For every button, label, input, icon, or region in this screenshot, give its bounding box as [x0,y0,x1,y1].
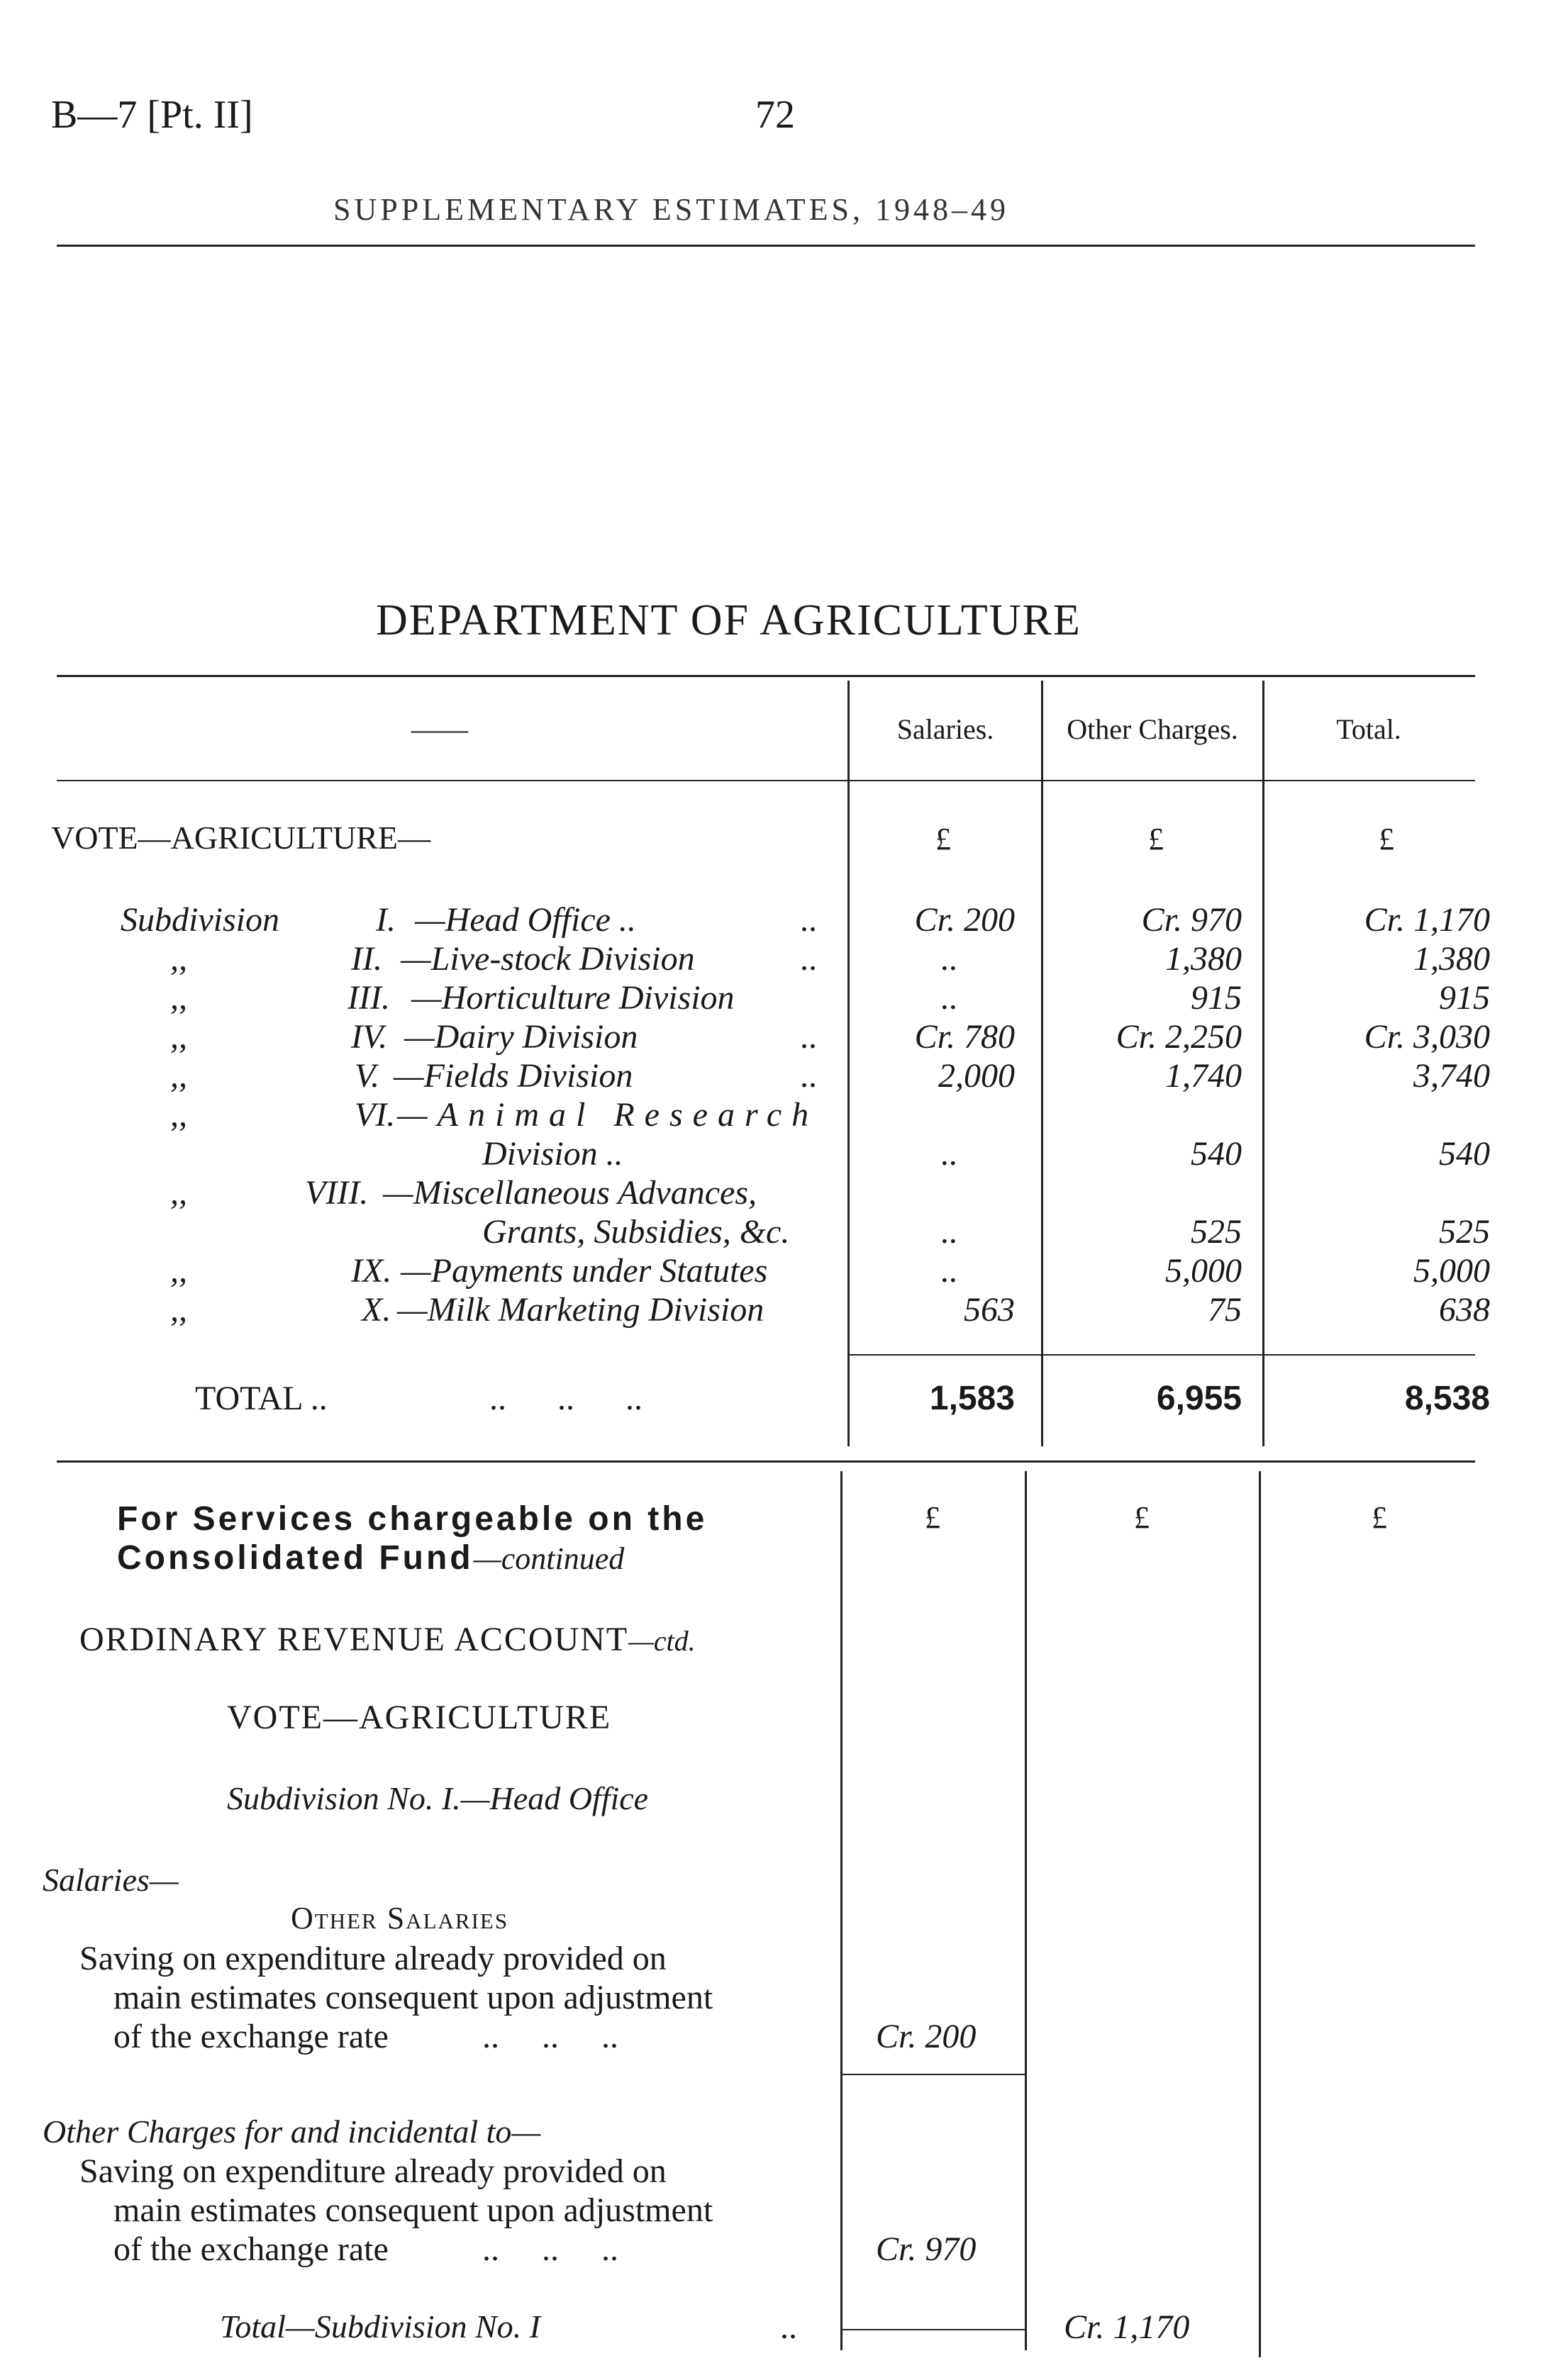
row-total: 525 [1439,1213,1490,1251]
row-salaries: .. [941,1135,958,1173]
detail-divider-3 [1259,1471,1261,2357]
row-name: —Animal Research [397,1096,819,1134]
services-heading-line1: For Services chargeable on the [117,1500,708,1538]
row-name: —Head Office .. [415,901,636,939]
total-dots: .. .. .. [489,1380,643,1417]
services-heading-continued: —continued [473,1541,625,1576]
totals-rule [850,1354,1475,1356]
other-charges-value: Cr. 970 [876,2230,977,2268]
row-prefix: ,, [170,1096,187,1134]
row-dots: .. [800,1057,817,1095]
row-prefix: ,, [170,1291,187,1329]
row-prefix: ,, [170,1018,187,1056]
row-prefix: ,, [170,1252,187,1290]
salaries-text-line2: main estimates consequent upon adjustment [113,1979,713,2016]
column-divider-2 [1041,681,1043,1446]
row-number: X. [362,1291,391,1329]
subdivision-total-label: Total—Subdivision No. I [220,2308,540,2345]
column-divider-1 [847,681,850,1446]
row-name-continued: Division .. [482,1135,623,1173]
row-dots: .. [800,901,817,939]
row-dots: .. [800,1018,817,1056]
row-other: 1,740 [1165,1057,1242,1095]
row-number: VI. [355,1096,396,1134]
row-number: IV. [351,1018,388,1056]
detail-currency-total: £ [1372,1500,1387,1535]
running-title: SUPPLEMENTARY ESTIMATES, 1948–49 [333,192,1010,227]
page-reference: B—7 [Pt. II] [51,93,253,137]
column-divider-3 [1262,681,1264,1446]
row-salaries: Cr. 200 [914,901,1015,939]
row-number: II. [351,940,382,978]
row-salaries: 563 [964,1291,1015,1329]
account-suffix: —ctd. [628,1625,696,1657]
other-charges-underline [843,2329,1025,2330]
salaries-label: Salaries— [43,1862,179,1898]
detail-divider-2 [1025,1471,1027,2350]
row-prefix: Subdivision [121,901,279,939]
row-name-continued: Grants, Subsidies, &c. [482,1213,790,1251]
row-total: 1,380 [1413,940,1490,978]
row-salaries: 2,000 [938,1057,1015,1095]
account-heading [79,1620,696,1659]
row-other: Cr. 970 [1141,901,1242,939]
salaries-value: Cr. 200 [876,2018,977,2055]
salaries-underline [843,2074,1025,2075]
other-text-line1: Saving on expenditure already provided on [79,2152,667,2190]
row-salaries: .. [941,940,958,978]
row-other: Cr. 2,250 [1116,1018,1242,1056]
other-text-line3: of the exchange rate [113,2230,389,2268]
row-name: —Dairy Division [404,1018,638,1056]
other-salaries-heading: Other Salaries [291,1901,509,1935]
row-other: 75 [1208,1291,1242,1329]
row-name: —Live-stock Division [401,940,695,978]
currency-total: £ [1379,822,1394,856]
row-salaries: .. [941,1213,958,1251]
row-total: 5,000 [1413,1252,1490,1290]
row-number: V. [355,1057,380,1095]
row-dots: .. [800,940,817,978]
row-number: IX. [351,1252,392,1290]
detail-subdivision: Subdivision No. I.—Head Office [227,1780,649,1816]
page-number: 72 [755,93,795,137]
row-total: 3,740 [1413,1057,1490,1095]
vote-label: VOTE—AGRICULTURE— [51,820,430,856]
row-name: —Horticulture Division [411,979,735,1017]
other-text-line2: main estimates consequent upon adjustment [113,2191,713,2229]
detail-currency-other: £ [1134,1500,1150,1535]
account-name: ORDINARY REVENUE ACCOUNT [79,1621,629,1658]
row-salaries: Cr. 780 [914,1018,1015,1056]
row-name: —Payments under Statutes [401,1252,768,1290]
row-prefix: ,, [170,1174,187,1212]
row-number: I. [376,901,396,939]
row-other: 1,380 [1165,940,1242,978]
row-other: 5,000 [1165,1252,1242,1290]
row-prefix: ,, [170,979,187,1017]
row-total: 540 [1439,1135,1490,1173]
row-number: VIII. [305,1174,369,1212]
currency-other: £ [1148,822,1164,856]
row-other: 915 [1191,979,1242,1017]
row-total: 638 [1439,1291,1490,1329]
column-header-blank: —— [411,713,468,745]
row-other: 540 [1191,1135,1242,1173]
detail-vote: VOTE—AGRICULTURE [227,1699,612,1736]
column-header-other-charges: Other Charges. [1067,713,1238,745]
section-rule [57,1460,1475,1463]
row-name: —Fields Division [394,1057,633,1095]
other-text-dots: .. .. .. [482,2230,618,2268]
row-salaries: .. [941,1252,958,1290]
department-title: DEPARTMENT OF AGRICULTURE [376,596,1082,644]
row-name: —Milk Marketing Division [397,1291,764,1329]
subdivision-total-value: Cr. 1,170 [1064,2308,1190,2346]
total-label: TOTAL .. [195,1380,328,1417]
row-prefix: ,, [170,1057,187,1095]
row-prefix: ,, [170,940,187,978]
row-number: III. [347,979,390,1017]
total-other: 6,955 [1156,1380,1242,1417]
detail-divider-1 [840,1471,843,2350]
column-header-total: Total. [1336,713,1401,745]
row-other: 525 [1191,1213,1242,1251]
services-heading-fund: Consolidated Fund [117,1539,474,1577]
salaries-text-dots: .. .. .. [482,2018,618,2055]
column-header-salaries: Salaries. [896,713,994,745]
other-charges-label: Other Charges for and incidental to— [43,2113,541,2150]
table-top-rule [57,675,1475,677]
salaries-text-line1: Saving on expenditure already provided on [79,1940,667,1977]
subdivision-total-dots: .. [780,2308,797,2346]
row-total: Cr. 1,170 [1364,901,1490,939]
header-rule [57,245,1475,247]
total-total: 8,538 [1404,1380,1490,1417]
row-total: 915 [1439,979,1490,1017]
row-total: Cr. 3,030 [1364,1018,1490,1056]
currency-salaries: £ [935,822,951,856]
services-heading-line2 [117,1538,624,1577]
detail-currency-salaries: £ [925,1500,940,1535]
row-name: —Miscellaneous Advances, [383,1174,757,1212]
salaries-text-line3: of the exchange rate [113,2018,389,2055]
total-salaries: 1,583 [929,1380,1015,1417]
row-salaries: .. [941,979,958,1017]
